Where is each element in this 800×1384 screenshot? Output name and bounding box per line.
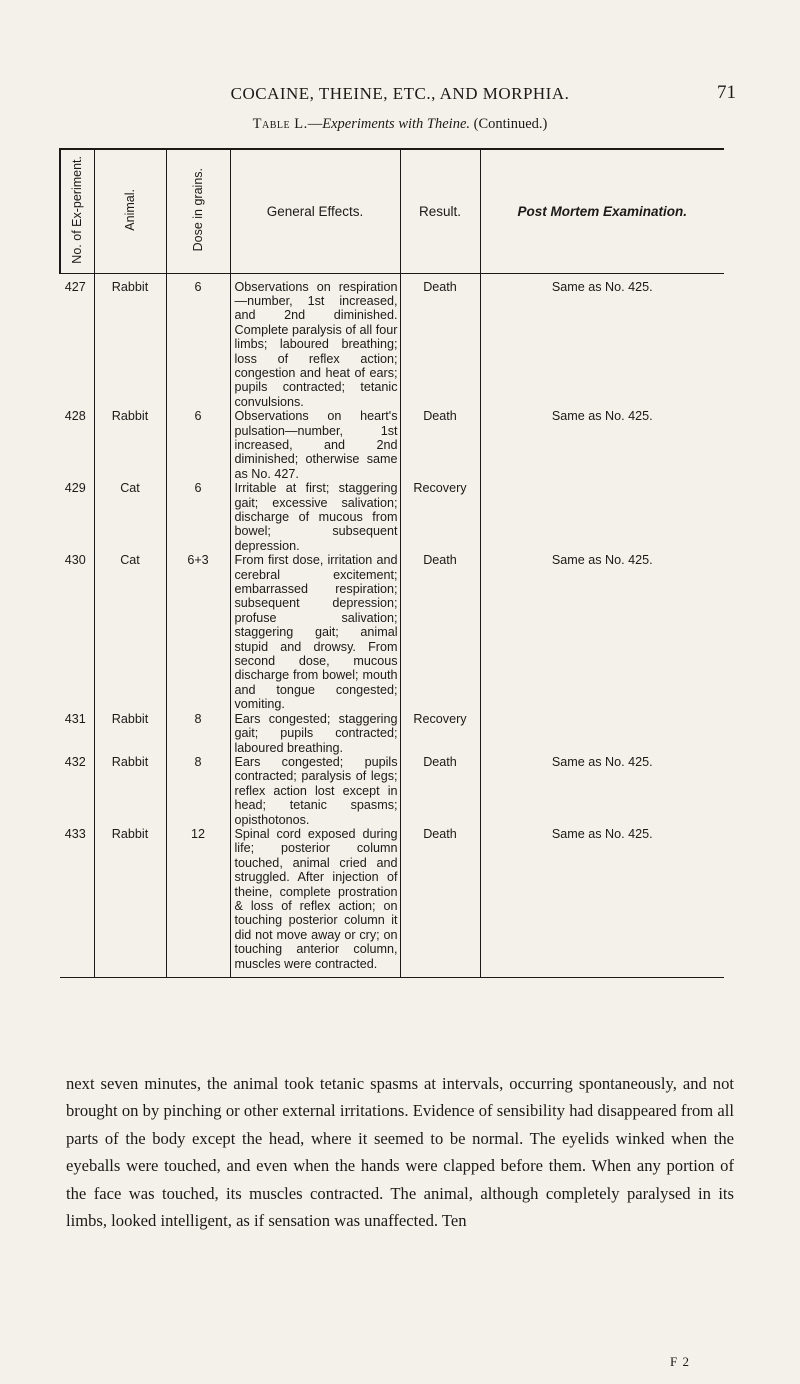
cell-post-mortem [480,712,724,755]
cell-result: Death [400,273,480,409]
cell-dose: 6 [166,481,230,553]
table-row [60,712,724,755]
cell-result: Death [400,755,480,827]
cell-post-mortem: Same as No. 425. [480,409,724,481]
cell-animal: Rabbit [94,273,166,409]
cell-experiment-number: 427 [64,279,86,294]
cell-post-mortem: Same as No. 425. [480,827,724,978]
caption-separator: — [307,116,323,132]
cell-general-effects: From first dose, irritation and cerebral excitement; embarrassed respiration; subsequent depression; profuse salivation; staggering gait; animal stupid and drowsy. From second dose, mucous discharge from bowel; mouth and tongue congested; vomiting. [230,553,400,711]
cell-general-effects: Ears congested; staggering gait; pupils contracted; laboured breathing. [230,712,400,755]
header-animal: Animal. [94,149,166,273]
cell-animal: Rabbit [94,712,166,755]
cell-experiment-number: 429 [64,481,86,496]
cell-dose: 12 [166,827,230,978]
table-row [60,755,724,827]
cell-animal: Rabbit [94,409,166,481]
table-label: Table L. [252,116,308,132]
header-result: Result. [400,149,480,273]
cell-result: Recovery [400,481,480,553]
table-row [60,273,724,409]
cell-dose: 6+3 [166,553,230,711]
header-general-effects: General Effects. [230,149,400,273]
cell-general-effects: Observations on heart's pulsation—number, 1st increased, and 2nd diminished; otherwise same as No. 427. [230,409,400,481]
header-post-mortem: Post Mortem Examination. [480,149,724,273]
cell-result: Death [400,553,480,711]
cell-experiment-number: 433 [60,827,94,978]
table-title: Experiments with Theine. [322,116,471,132]
cell-post-mortem [480,481,724,553]
cell-result: Recovery [400,712,480,755]
cell-general-effects: Ears congested; pupils contracted; paralysis of legs; reflex action lost except in head; tetanic spasms; opisthotonos. [230,755,400,827]
cell-experiment-number: 430 [64,553,86,568]
running-title: COCAINE, THEINE, ETC., AND MORPHIA. [230,84,570,103]
cell-animal: Cat [94,553,166,711]
cell-general-effects: Observations on respiration —number, 1st increased, and 2nd diminished. Complete paralysis of all four limbs; laboured breathing; loss of reflex action; congestion and heat of ears; pupils contracted; tetanic convulsions. [230,273,400,409]
cell-dose: 6 [166,409,230,481]
table-header-row [60,149,724,273]
table-continued: (Continued.) [473,116,548,132]
cell-experiment-number: 428 [64,409,86,424]
cell-general-effects: Irritable at first; staggering gait; excessive salivation; discharge of mucous from bowel; subsequent depression. [230,481,400,553]
cell-dose: 8 [166,755,230,827]
cell-result: Death [400,409,480,481]
header-dose: Dose in grains. [166,149,230,273]
signature-mark: F 2 [670,1354,690,1369]
body-paragraph: next seven minutes, the animal took tetanic spasms at intervals, occurring spontaneously, and not brought on by pinching or other external irritations. Evidence of sensibility had disappeared from all parts of the body except the head, where it seemed to be normal. The eyelids winked when the eyeballs were touched, and even when the hands were clapped before them. When any portion of the face was touched, its muscles contracted. The animal, although completely paralysed in its limbs, looked intelligent, as if sensation was unaffected. Ten [66,1074,734,1231]
table-row [60,553,724,711]
cell-dose: 8 [166,712,230,755]
cell-animal: Cat [94,481,166,553]
table-caption [60,116,740,133]
cell-result: Death [400,827,480,978]
page-number: 71 [717,82,736,103]
cell-post-mortem: Same as No. 425. [480,755,724,827]
cell-experiment-number: 431 [64,711,86,726]
table-row [60,481,724,553]
header-experiment-number: No. of Ex-periment. [60,149,94,273]
running-head [60,84,740,108]
table-row [60,827,724,978]
cell-general-effects: Spinal cord exposed during life; posterior column touched, animal cried and struggled. After injection of theine, complete prostration & loss of reflex action; on touching posterior column it did not move away or cry; on touching anterior column, muscles were contracted. [230,827,400,978]
cell-post-mortem: Same as No. 425. [480,273,724,409]
cell-dose: 6 [166,273,230,409]
cell-animal: Rabbit [94,755,166,827]
experiments-table [59,148,724,978]
cell-animal: Rabbit [94,827,166,978]
cell-experiment-number: 432 [64,754,86,769]
cell-post-mortem: Same as No. 425. [480,553,724,711]
table-row [60,409,724,481]
